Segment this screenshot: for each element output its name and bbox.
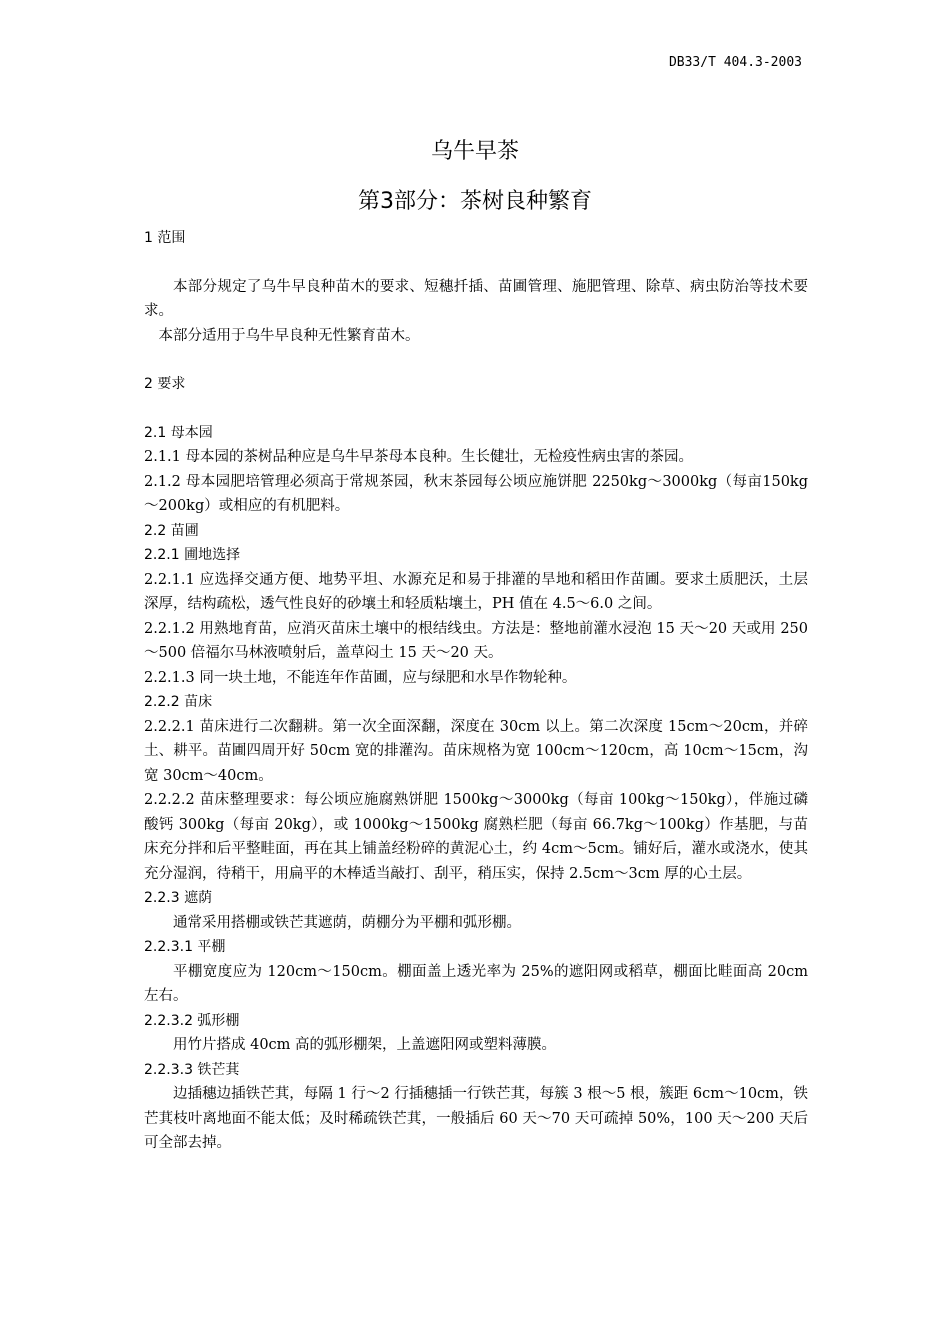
- section-heading-1: 1 范围: [144, 230, 186, 246]
- paragraph-2-1-2: 2.1.2 母本园肥培管理必须高于常规茶园，秋末茶园每公顷应施饼肥 2250kg～3000kg（每亩150kg～200kg）或相应的有机肥料。: [144, 473, 808, 514]
- paragraph-2-2-3: 通常采用搭棚或铁芒萁遮荫，荫棚分为平棚和弧形棚。: [173, 914, 521, 931]
- paragraph-2-2-1-1: 2.2.1.1 应选择交通方便、地势平坦、水源充足和易于排灌的旱地和稻田作苗圃。要求土质肥沃，土层深厚，结构疏松，透气性良好的砂壤土和轻质粘壤土，PH 值在 4.5～6.0 之间。: [144, 571, 808, 612]
- paragraph-2-2-3-3: 边插穗边插铁芒萁，每隔 1 行～2 行插穗插一行铁芒萁，每簇 3 根～5 根，簇距 6cm～10cm，铁芒萁枝叶离地面不能太低；及时稀疏铁芒萁，一般插后 60 天～70 天可疏掉 50%，100 天～200 天后可全部去掉。: [144, 1086, 808, 1151]
- document-title: 乌牛早茶: [430, 139, 519, 164]
- section-heading-2-2-1: 2.2.1 圃地选择: [144, 547, 241, 563]
- section-heading-2: 2 要求: [144, 376, 186, 392]
- document-body: [144, 226, 808, 1156]
- section-heading-2-2-2: 2.2.2 苗床: [144, 694, 213, 710]
- paragraph-2-2-3-1: 平棚宽度应为 120cm～150cm。棚面盖上透光率为 25%的遮阳网或稻草，棚面比畦面高 20cm 左右。: [144, 963, 808, 1004]
- scope-paragraph-2: 本部分适用于乌牛早良种无性繁育苗木。: [158, 327, 420, 344]
- section-heading-2-2-3-2: 2.2.3.2 弧形棚: [144, 1012, 240, 1029]
- paragraph-2-2-2-1: 2.2.2.1 苗床进行二次翻耕。第一次全面深翻，深度在 30cm 以上。第二次深度 15cm～20cm，并碎土、耕平。苗圃四周开好 50cm 宽的排灌沟。苗床规格为宽 100cm～120cm，高 10cm～15cm，沟宽 30cm～40cm。: [144, 718, 808, 784]
- paragraph-2-1-1: 2.1.1 母本园的茶树品种应是乌牛早茶母本良种。生长健壮，无检疫性病虫害的茶园。: [144, 449, 694, 465]
- paragraph-2-2-3-2: 用竹片搭成 40cm 高的弧形棚架，上盖遮阳网或塑料薄膜。: [173, 1037, 557, 1053]
- section-heading-2-2-3-1: 2.2.3.1 平棚: [144, 939, 226, 955]
- paragraph-2-2-2-2: 2.2.2.2 苗床整理要求：每公顷应施腐熟饼肥 1500kg～3000kg（每亩 100kg～150kg），伴施过磷酸钙 300kg（每亩 20kg），或 1000kg～1500kg 腐熟栏肥（每亩 66.7kg～100kg）作基肥，与苗床充分拌和后平整畦面，再在其上铺盖经粉碎的黄泥心土，约 4cm～5cm。铺好后，灌水或浇水，使其充分湿润，待稍干，用扁平的木棒适当敲打、刮平，稍压实，保持 2.5cm～3cm 厚的心土层。: [144, 792, 808, 882]
- section-heading-2-2-3-3: 2.2.3.3 铁芒萁: [144, 1061, 240, 1078]
- section-heading-2-2-3: 2.2.3 遮荫: [144, 890, 213, 906]
- section-heading-2-1: 2.1 母本园: [144, 424, 213, 441]
- document-subtitle: 第3部分：茶树良种繁育: [358, 189, 592, 214]
- paragraph-2-2-1-3: 2.2.1.3 同一块土地，不能连年作苗圃，应与绿肥和水旱作物轮种。: [144, 669, 577, 686]
- scope-paragraph-1: 本部分规定了乌牛早良种苗木的要求、短穗扦插、苗圃管理、施肥管理、除草、病虫防治等技术要求。: [144, 278, 808, 319]
- standard-code: DB33/T 404.3-2003: [668, 55, 802, 70]
- section-heading-2-2: 2.2 苗圃: [144, 522, 199, 539]
- paragraph-2-2-1-2: 2.2.1.2 用熟地育苗，应消灭苗床土壤中的根结线虫。方法是：整地前灌水浸泡 15 天～20 天或用 250～500 倍福尔马林液喷射后，盖草闷土 15 天～20 天。: [144, 620, 808, 661]
